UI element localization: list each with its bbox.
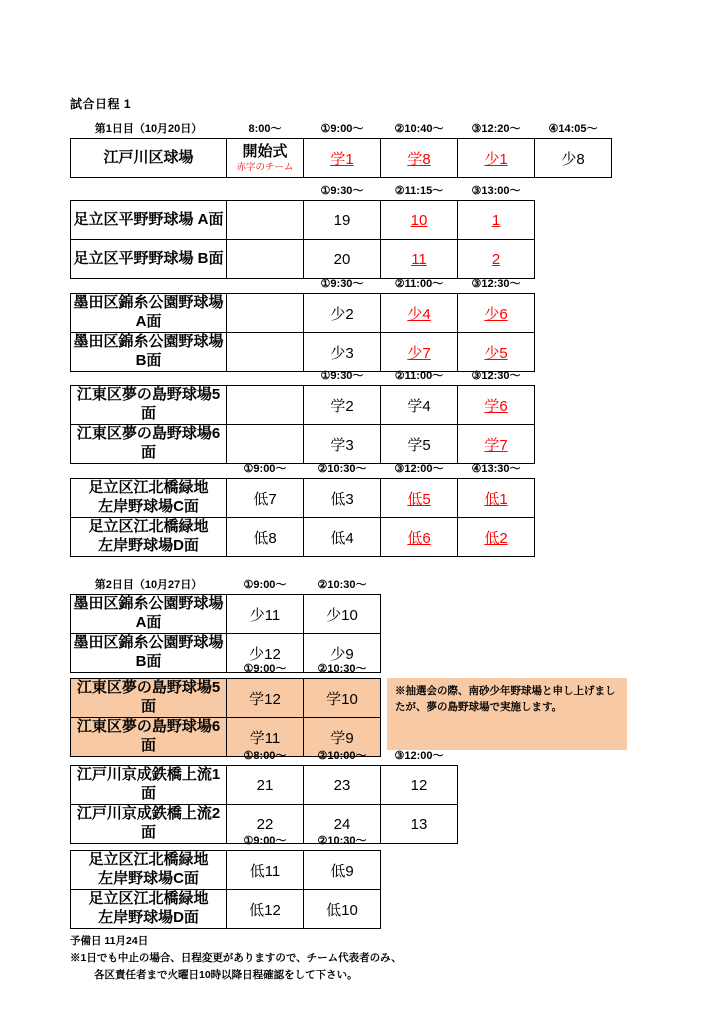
match-cell-empty (227, 201, 304, 240)
venue-change-note: ※抽選会の際、南砂少年野球場と申し上げましたが、夢の島野球場で実施します。 (387, 678, 627, 750)
footer-notes (70, 933, 402, 983)
match-cell: 低10 (304, 890, 381, 929)
match-cell: 24 (304, 805, 381, 844)
footer-note-1: ※1日でも中止の場合、日程変更がありますので、チーム代表者のみ、 (70, 951, 402, 964)
schedule-table (70, 273, 535, 372)
time-header: ①9:30〜 (320, 185, 364, 197)
spacer (227, 365, 304, 386)
time-header: ②10:30〜 (317, 463, 367, 475)
schedule-table (70, 830, 381, 929)
time-header: ①9:00〜 (243, 579, 287, 591)
opening-ceremony-label: 開始式 (242, 142, 288, 160)
venue-cell (71, 518, 227, 557)
table-header-row (71, 830, 381, 851)
table-header-row (71, 745, 458, 766)
venue-cell: 江東区夢の島野球場6面 (71, 718, 227, 757)
table-row (71, 386, 535, 425)
time-header: ③12:20〜 (471, 123, 521, 135)
venue-cell: 江戸川京成鉄橋上流1面 (71, 766, 227, 805)
time-header: ②11:00〜 (394, 370, 444, 382)
time-header: ②10:30〜 (317, 663, 367, 675)
time-header: ①9:00〜 (243, 463, 287, 475)
time-header: ①9:00〜 (320, 123, 364, 135)
venue-line1: 足立区江北橋緑地 (88, 890, 209, 908)
venue-cell: 江東区夢の島野球場6面 (71, 425, 227, 464)
venue-line2: 左岸野球場D面 (98, 537, 199, 554)
match-cell: 少6 (458, 294, 535, 333)
table-row (71, 679, 381, 718)
venue-line2: 左岸野球場D面 (98, 909, 199, 926)
match-cell: 低8 (227, 518, 304, 557)
match-cell: 低9 (304, 851, 381, 890)
venue-line2: 左岸野球場C面 (98, 498, 199, 515)
match-cell: 学4 (381, 386, 458, 425)
venue-cell: 江東区夢の島野球場5面 (71, 679, 227, 718)
table-row (71, 518, 535, 557)
time-header: ②10:00〜 (317, 750, 367, 762)
day-label-cell: 第1日目（10月20日） (94, 123, 203, 135)
match-cell: 10 (381, 201, 458, 240)
match-cell: 少5 (458, 333, 535, 372)
spacer (71, 273, 227, 294)
match-cell: 21 (227, 766, 304, 805)
day2-block-2 (70, 658, 381, 757)
table-header-row (71, 118, 612, 139)
table-row (71, 595, 381, 634)
spacer (71, 745, 227, 766)
match-cell: 学8 (381, 139, 458, 178)
match-cell: 少2 (304, 294, 381, 333)
schedule-table (70, 658, 381, 757)
time-header: ④14:05〜 (548, 123, 598, 135)
time-header: ①9:00〜 (243, 663, 287, 675)
table-row (71, 851, 381, 890)
time-header: ②11:00〜 (394, 278, 444, 290)
day1-block-2 (70, 180, 535, 279)
match-cell-empty (227, 386, 304, 425)
match-cell: 学11 (227, 718, 304, 757)
match-cell: 学1 (304, 139, 381, 178)
spacer (71, 180, 227, 201)
table-header-row (71, 273, 535, 294)
venue-cell (71, 851, 227, 890)
time-header: ③12:30〜 (471, 278, 521, 290)
match-cell: 少12 (227, 634, 304, 673)
schedule-table (70, 118, 612, 178)
match-cell: 12 (381, 766, 458, 805)
time-header: ③12:30〜 (471, 370, 521, 382)
table-header-row (71, 658, 381, 679)
day2-block-4 (70, 830, 381, 929)
schedule-table (70, 458, 535, 557)
venue-cell (71, 479, 227, 518)
venue-cell: 墨田区錦糸公園野球場B面 (71, 333, 227, 372)
day-label-cell: 第2日目（10月27日） (94, 579, 203, 591)
spacer (227, 180, 304, 201)
spacer (71, 458, 227, 479)
table-row (71, 890, 381, 929)
reserve-date: 予備日 11月24日 (70, 935, 149, 947)
spacer (71, 830, 227, 851)
day1-block-5 (70, 458, 535, 557)
venue-cell: 江東区夢の島野球場5面 (71, 386, 227, 425)
time-header: ①8:00〜 (243, 750, 287, 762)
match-cell: 2 (458, 240, 535, 279)
venue-cell: 江戸川区球場 (71, 139, 227, 178)
table-row (71, 294, 535, 333)
match-cell: 低2 (458, 518, 535, 557)
table-header-row (71, 574, 381, 595)
match-cell: 学5 (381, 425, 458, 464)
match-cell: 学9 (304, 718, 381, 757)
match-cell: 学6 (458, 386, 535, 425)
venue-line1: 足立区江北橋緑地 (88, 479, 209, 497)
venue-cell: 墨田区錦糸公園野球場A面 (71, 294, 227, 333)
match-cell: 学10 (304, 679, 381, 718)
match-cell: 低11 (227, 851, 304, 890)
time-header: ②11:15〜 (394, 185, 444, 197)
venue-line1: 足立区江北橋緑地 (88, 518, 209, 536)
time-header: ③12:00〜 (394, 750, 444, 762)
table-header-row (71, 458, 535, 479)
match-cell: 20 (304, 240, 381, 279)
table-header-row (71, 365, 535, 386)
match-cell: 学7 (458, 425, 535, 464)
day1-block-4 (70, 365, 535, 464)
match-cell: 低3 (304, 479, 381, 518)
match-cell: 少4 (381, 294, 458, 333)
match-cell: 少3 (304, 333, 381, 372)
match-cell: 学3 (304, 425, 381, 464)
table-header-row (71, 180, 535, 201)
time-header: ②10:30〜 (317, 835, 367, 847)
time-header: ④13:30〜 (471, 463, 521, 475)
match-cell: 低4 (304, 518, 381, 557)
time-header: ①9:00〜 (243, 835, 287, 847)
time-header: ①9:30〜 (320, 370, 364, 382)
venue-line1: 足立区江北橋緑地 (88, 851, 209, 869)
match-cell: 少8 (535, 139, 612, 178)
time-header: ③13:00〜 (471, 185, 521, 197)
schedule-table (70, 180, 535, 279)
day1-block-1 (70, 118, 612, 178)
match-cell: 学2 (304, 386, 381, 425)
venue-cell: 足立区平野野球場 B面 (71, 240, 227, 279)
venue-cell: 墨田区錦糸公園野球場A面 (71, 595, 227, 634)
spacer (227, 273, 304, 294)
match-cell: 学12 (227, 679, 304, 718)
match-cell: 低7 (227, 479, 304, 518)
match-cell: 22 (227, 805, 304, 844)
venue-cell: 江戸川京成鉄橋上流2面 (71, 805, 227, 844)
venue-cell: 墨田区錦糸公園野球場B面 (71, 634, 227, 673)
match-cell: 少1 (458, 139, 535, 178)
match-cell: 低12 (227, 890, 304, 929)
time-header: ③12:00〜 (394, 463, 444, 475)
time-header: ①9:30〜 (320, 278, 364, 290)
day1-block-3 (70, 273, 535, 372)
opening-ceremony-cell (227, 139, 304, 178)
venue-cell: 足立区平野野球場 A面 (71, 201, 227, 240)
table-row (71, 139, 612, 178)
venue-cell (71, 890, 227, 929)
table-row (71, 201, 535, 240)
match-cell: 低6 (381, 518, 458, 557)
schedule-table (70, 365, 535, 464)
match-cell: 19 (304, 201, 381, 240)
match-cell: 低1 (458, 479, 535, 518)
time-header: ②10:40〜 (394, 123, 444, 135)
match-cell: 11 (381, 240, 458, 279)
time-header: ②10:30〜 (317, 579, 367, 591)
venue-line2: 左岸野球場C面 (98, 870, 199, 887)
footer-note-2: 各区責任者まで火曜日10時以降日程確認をして下さい。 (94, 968, 358, 981)
match-cell: 少11 (227, 595, 304, 634)
match-cell: 少10 (304, 595, 381, 634)
page-title: 試合日程 1 (70, 97, 132, 111)
match-cell: 少7 (381, 333, 458, 372)
match-cell: 23 (304, 766, 381, 805)
match-cell: 1 (458, 201, 535, 240)
match-cell-empty (227, 294, 304, 333)
match-cell: 少9 (304, 634, 381, 673)
opening-ceremony-note: 赤字のチーム (236, 161, 294, 173)
table-row (71, 766, 458, 805)
match-cell: 13 (381, 805, 458, 844)
time-header: 8:00〜 (248, 123, 282, 135)
spacer (71, 658, 227, 679)
match-cell: 低5 (381, 479, 458, 518)
table-row (71, 479, 535, 518)
spacer (71, 365, 227, 386)
